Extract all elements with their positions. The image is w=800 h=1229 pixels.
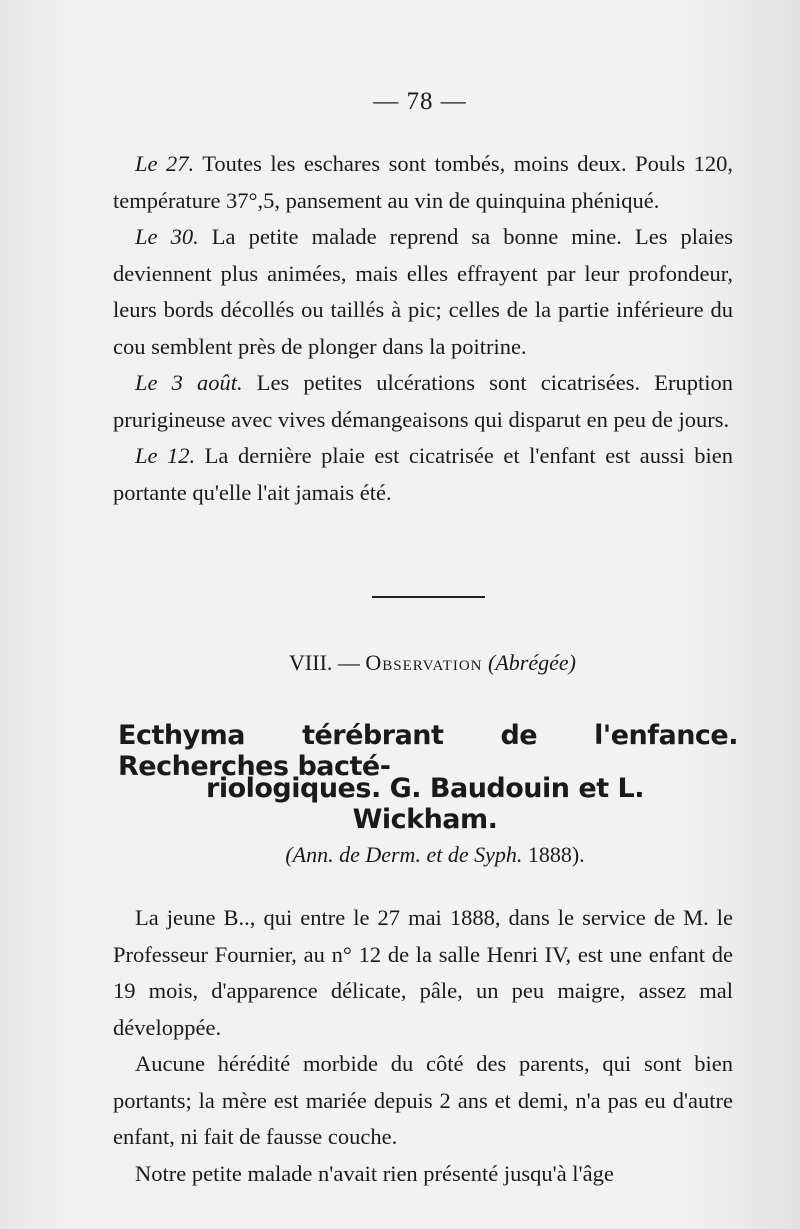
paragraph: Aucune hérédité morbide du côté des parents, qui sont bien portants; la mère est mariée depuis 2 ans et demi, n'a pas eu d'autre enfant, ni fait de fausse couche. (113, 1051, 733, 1149)
observation-title (0, 650, 800, 676)
page-number: — 78 — (373, 88, 467, 115)
paragraph (113, 146, 733, 219)
date-label: Le 3 août. (135, 370, 243, 395)
article-heading-line-2: riologiques. G. Baudouin et L. Wickham. (206, 773, 644, 835)
citation-journal: (Ann. de Derm. et de Syph. (285, 842, 523, 867)
date-label: Le 12. (135, 443, 196, 468)
case-description (113, 900, 733, 1192)
paragraph (113, 365, 733, 438)
citation-year: 1888). (522, 842, 585, 867)
paragraph-text: Toutes les eschares sont tombés, moins deux. Pouls 120, température 37°,5, pansement au vin de quinquina phéniqué. (113, 151, 734, 213)
paragraph (113, 219, 733, 365)
observation-label: Observation (365, 650, 483, 675)
observation-qualifier: (Abrégée) (482, 650, 576, 675)
paragraph-text: La dernière plaie est cicatrisée et l'enfant est aussi bien portante qu'elle l'ait jamais été. (113, 443, 733, 505)
date-label: Le 27. (135, 151, 195, 176)
clinical-notes (113, 146, 733, 511)
paragraph-text: La petite malade reprend sa bonne mine. Les plaies deviennent plus animées, mais elles effrayent par leur profondeur, leurs bords décollés ou taillés à pic; celles de la partie inférieure du cou semblent près de plonger dans la poitrine. (113, 224, 733, 359)
paragraph: La jeune B.., qui entre le 27 mai 1888, dans le service de M. le Professeur Fournier, au n° 12 de la salle Henri IV, est une enfant de 19 mois, d'apparence délicate, pâle, un peu maigre, assez mal développée. (113, 905, 733, 1040)
paragraph-text: Les petites ulcérations sont cicatrisées. Eruption prurigineuse avec vives démangeaisons qui disparut en peu de jours. (113, 370, 733, 432)
article-heading-line-1: Ecthyma térébrant de l'enfance. Recherches bacté- (118, 720, 738, 782)
source-citation (0, 842, 800, 868)
paragraph: Notre petite malade n'avait rien présenté jusqu'à l'âge (135, 1160, 614, 1186)
observation-number: VIII. — (289, 650, 366, 675)
paragraph (113, 438, 733, 511)
section-divider (372, 596, 485, 598)
date-label: Le 30. (135, 224, 199, 249)
